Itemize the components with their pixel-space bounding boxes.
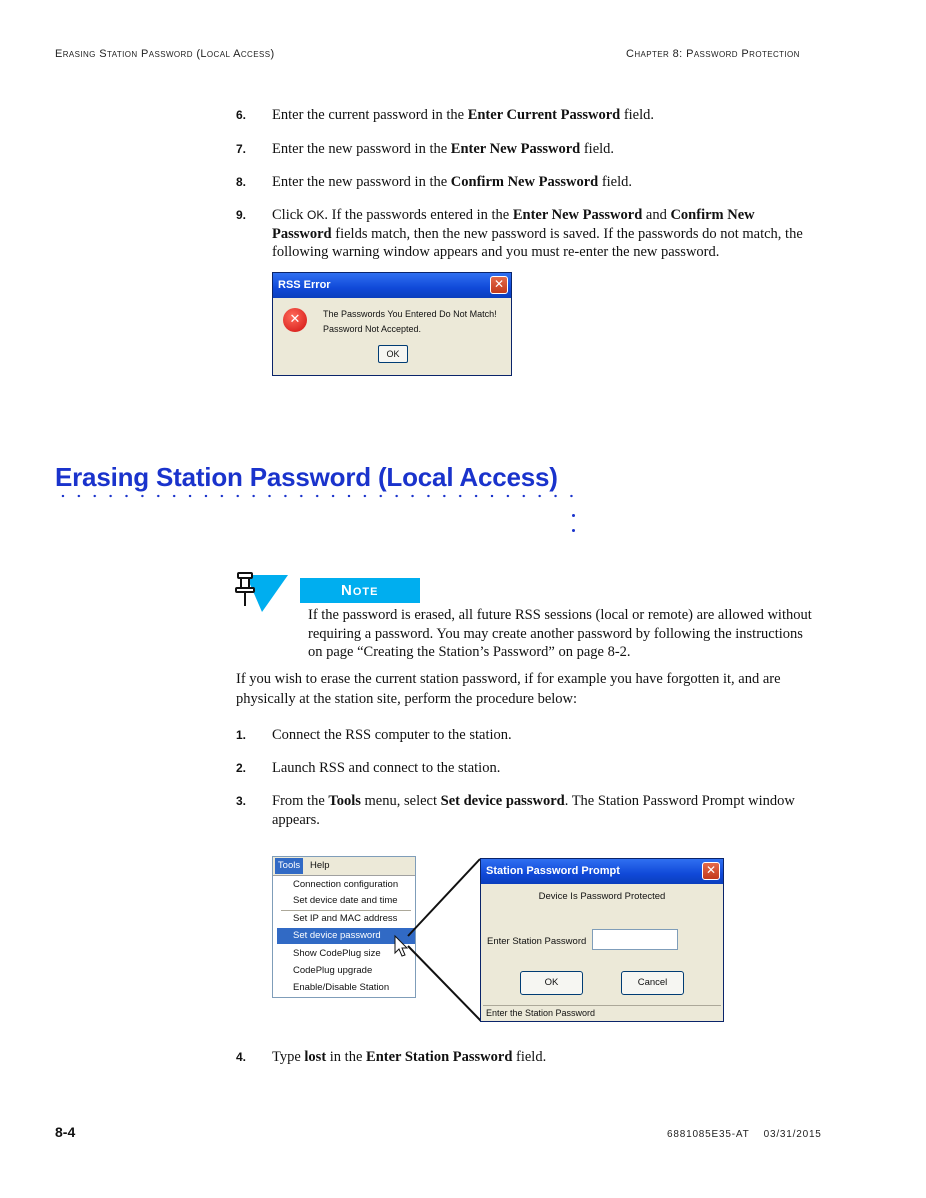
heading-dot <box>572 529 575 532</box>
section-title: Erasing Station Password (Local Access) <box>55 462 558 492</box>
menu-item-set-ip-mac-address[interactable]: Set IP and MAC address <box>293 913 398 924</box>
running-header-left: Erasing Station Password (Local Access) <box>55 48 275 60</box>
menu-item-set-device-date-time[interactable]: Set device date and time <box>293 895 398 906</box>
menu-item-connection-configuration[interactable]: Connection configuration <box>293 879 399 890</box>
running-header-right: Chapter 8: Password Protection <box>626 48 800 60</box>
step-number: 2. <box>236 761 247 775</box>
dialog-subtitle: Device Is Password Protected <box>538 891 666 902</box>
step-number: 1. <box>236 728 247 742</box>
step-number: 3. <box>236 794 247 808</box>
tools-menu <box>272 856 416 998</box>
status-bar: Enter the Station Password <box>483 1005 721 1020</box>
step-text: Enter the new password in the Enter New Password field. <box>272 141 615 157</box>
step-text: Type lost in the Enter Station Password field. <box>272 1049 547 1065</box>
menu-tools[interactable]: Tools <box>275 858 303 874</box>
menu-item-show-codeplug-size[interactable]: Show CodePlug size <box>293 948 381 959</box>
station-password-input[interactable] <box>592 929 678 950</box>
menu-help[interactable]: Help <box>310 860 330 871</box>
close-icon[interactable]: ✕ <box>490 276 508 294</box>
step-number: 9. <box>236 208 247 222</box>
close-icon[interactable]: ✕ <box>702 862 720 880</box>
dialog-title-bar <box>481 859 723 884</box>
cancel-button[interactable]: Cancel <box>621 971 684 995</box>
step-text: From the Tools menu, select Set device password. The Station Password Prompt window appears. <box>272 793 795 828</box>
step-number: 8. <box>236 175 247 189</box>
step-text: Enter the new password in the Confirm New Password field. <box>272 174 633 190</box>
dialog-title-bar <box>273 273 511 298</box>
menu-item-enable-disable-station[interactable]: Enable/Disable Station <box>293 982 390 993</box>
rss-error-dialog <box>272 272 512 376</box>
document-id: 6881085E35-AT 03/31/2015 <box>667 1129 822 1140</box>
ok-button[interactable]: OK <box>520 971 583 995</box>
note-text: If the password is erased, all future RSS sessions (local or remote) are allowed without requiring a password. You may create another password by following the instructions on page “Creating the Station’s Password” on page 8-2. <box>308 607 812 660</box>
menu-item-set-device-password[interactable]: Set device password <box>277 928 415 944</box>
error-icon: ✕ <box>283 308 307 332</box>
error-message-line2: Password Not Accepted. <box>323 324 422 334</box>
step-text: Connect the RSS computer to the station. <box>272 727 512 743</box>
heading-dot <box>572 514 575 517</box>
station-password-prompt-dialog <box>480 858 724 1022</box>
dialog-title: Station Password Prompt <box>486 865 620 877</box>
step-number: 4. <box>236 1050 247 1064</box>
heading-dotted-rule <box>55 493 580 499</box>
dialog-title: RSS Error <box>278 279 331 291</box>
password-label: Enter Station Password <box>487 936 587 947</box>
step-number: 6. <box>236 108 247 122</box>
page-number: 8-4 <box>55 1124 76 1140</box>
menu-item-codeplug-upgrade[interactable]: CodePlug upgrade <box>293 965 373 976</box>
intro-paragraph: If you wish to erase the current station password, if for example you have forgotten it, and are physically at the station site, perform the procedure below: <box>236 671 781 707</box>
error-message-line1: The Passwords You Entered Do Not Match! <box>323 309 497 319</box>
step-text: Enter the current password in the Enter Current Password field. <box>272 107 655 123</box>
step-text: Click OK. If the passwords entered in the Enter New Password and Confirm New Password fields match, then the new password is saved. If the passwords do not match, the following warning window appears and you must re-enter the new password. <box>272 207 803 260</box>
menu-bar <box>273 857 415 876</box>
ok-button[interactable]: OK <box>378 345 408 363</box>
step-text: Launch RSS and connect to the station. <box>272 760 501 776</box>
step-number: 7. <box>236 142 247 156</box>
note-pushpin-icon <box>232 572 290 614</box>
note-label: Note <box>300 578 420 603</box>
